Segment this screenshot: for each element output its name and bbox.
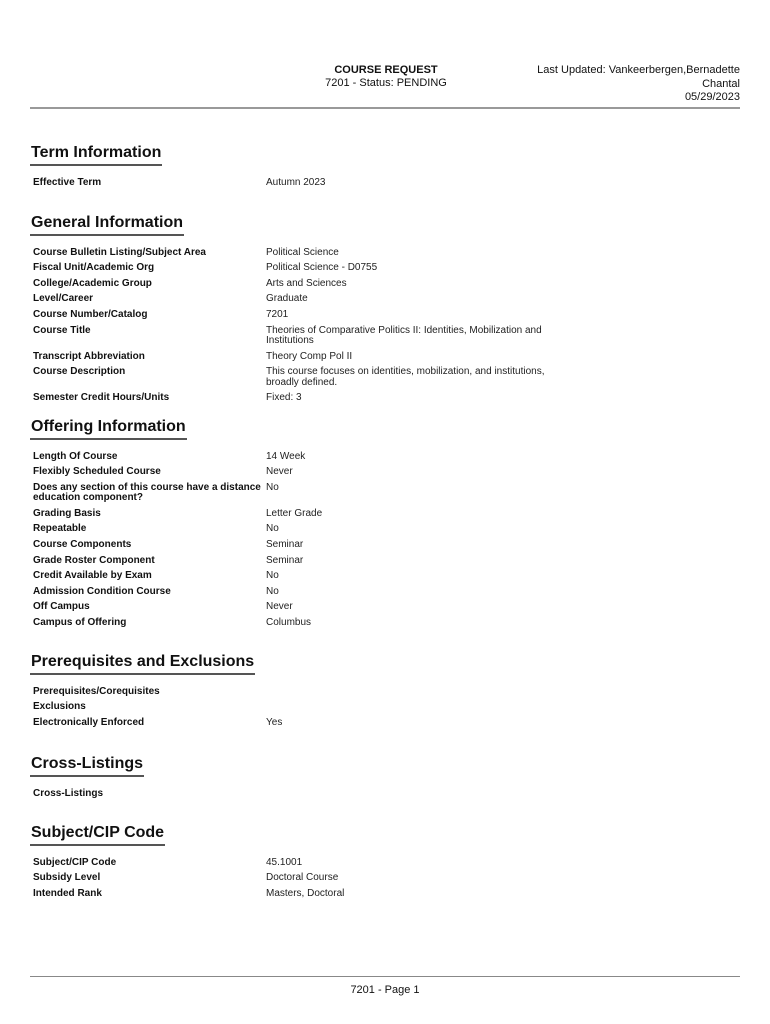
section-term-information (30, 144, 742, 191)
field-row (30, 786, 742, 802)
section-cross-listings (30, 755, 742, 802)
field-value: Arts and Sciences (266, 277, 347, 289)
section-title: General Information (30, 214, 184, 236)
field-row (30, 553, 742, 569)
field-value: Masters, Doctoral (266, 887, 345, 899)
last-updated-date: 05/29/2023 (684, 91, 740, 103)
field-row (30, 245, 742, 261)
field-label: Subject/CIP Code (33, 856, 117, 868)
last-updated-by-cont: Chantal (702, 77, 740, 90)
page-footer: 7201 - Page 1 (350, 984, 420, 996)
section-offering-information (30, 418, 742, 631)
field-label: Cross-Listings (33, 787, 104, 799)
field-value: Never (266, 601, 293, 613)
field-row (30, 871, 742, 887)
field-label: Effective Term (33, 176, 102, 188)
field-row (30, 584, 742, 600)
field-value: 14 Week (266, 450, 306, 462)
field-value: Yes (266, 716, 283, 728)
field-value: Theory Comp Pol II (266, 350, 353, 362)
document-title: COURSE REQUEST (334, 64, 438, 76)
field-row (30, 715, 742, 731)
field-value: Seminar (266, 539, 304, 551)
field-label: Off Campus (33, 601, 90, 613)
field-label: Campus of Offering (33, 616, 127, 628)
section-title: Subject/CIP Code (30, 824, 165, 846)
field-value: No (266, 585, 279, 597)
field-row (30, 323, 742, 349)
field-value: Fixed: 3 (266, 392, 302, 404)
field-value: This course focuses on identities, mobilization, and institutions, broadly defined. (266, 366, 545, 388)
field-label: Intended Rank (33, 887, 102, 899)
section-title: Cross-Listings (30, 755, 144, 777)
field-row (30, 292, 742, 308)
field-row (30, 855, 742, 871)
section-title: Term Information (30, 144, 162, 166)
field-label: Course Number/Catalog (33, 308, 148, 320)
document-status: 7201 - Status: PENDING (325, 77, 447, 89)
field-label: Grade Roster Component (33, 554, 155, 566)
field-label: Does any section of this course have a distance education component? (33, 481, 261, 504)
field-value: No (266, 481, 279, 493)
field-value: Letter Grade (266, 507, 323, 519)
section-title: Prerequisites and Exclusions (30, 653, 255, 675)
field-label: Repeatable (33, 523, 87, 535)
field-row (30, 886, 742, 902)
field-value: 7201 (266, 308, 289, 320)
field-row (30, 276, 742, 292)
field-label: Course Components (33, 539, 132, 551)
field-row (30, 480, 742, 506)
field-label: Credit Available by Exam (33, 570, 152, 582)
field-label: Semester Credit Hours/Units (33, 392, 170, 404)
field-value: Never (266, 466, 293, 478)
field-label: College/Academic Group (33, 277, 152, 289)
field-label: Subsidy Level (33, 872, 101, 884)
field-value (266, 702, 566, 713)
field-label: Flexibly Scheduled Course (33, 466, 161, 478)
section-prerequisites-and-exclusions (30, 653, 742, 731)
field-value: No (266, 570, 279, 582)
field-value: 45.1001 (266, 856, 303, 868)
header-divider (30, 107, 740, 109)
field-label: Length Of Course (33, 450, 118, 462)
field-label: Grading Basis (33, 507, 101, 519)
field-value (266, 789, 566, 800)
document-header-title (300, 64, 472, 90)
field-row (30, 175, 742, 191)
field-row (30, 569, 742, 585)
field-row (30, 506, 742, 522)
footer-divider (30, 976, 740, 977)
field-label: Exclusions (33, 701, 86, 713)
field-label: Transcript Abbreviation (33, 350, 145, 362)
field-row (30, 522, 742, 538)
field-row (30, 537, 742, 553)
field-row (30, 365, 742, 391)
field-value: Political Science - D0755 (266, 262, 378, 274)
field-label: Fiscal Unit/Academic Org (33, 262, 155, 274)
field-label: Admission Condition Course (33, 585, 171, 597)
field-row (30, 615, 742, 631)
field-value: Political Science (266, 246, 339, 258)
field-value: Autumn 2023 (266, 176, 326, 188)
field-label: Course Title (33, 324, 91, 336)
field-row (30, 684, 742, 700)
field-row (30, 349, 742, 365)
field-row (30, 391, 742, 407)
section-title: Offering Information (30, 418, 187, 440)
field-value: Theories of Comparative Politics II: Identities, Mobilization and Institutions (266, 324, 542, 347)
field-row (30, 449, 742, 465)
field-row (30, 465, 742, 481)
last-updated-block (480, 64, 740, 105)
field-value: Doctoral Course (266, 872, 339, 884)
field-value: No (266, 523, 279, 535)
field-value: Graduate (266, 293, 308, 305)
field-value: Seminar (266, 554, 304, 566)
section-general-information (30, 214, 742, 406)
field-value: Columbus (266, 616, 312, 628)
field-row (30, 307, 742, 323)
section-subject-cip-code (30, 824, 742, 902)
field-row (30, 700, 742, 716)
field-label: Course Bulletin Listing/Subject Area (33, 246, 206, 258)
last-updated-by: Last Updated: Vankeerbergen,Bernadette (537, 64, 740, 76)
field-label: Course Description (33, 366, 126, 378)
field-row (30, 261, 742, 277)
field-row (30, 600, 742, 616)
field-value (266, 687, 566, 698)
field-label: Level/Career (33, 293, 94, 305)
field-label: Electronically Enforced (33, 716, 145, 728)
field-label: Prerequisites/Corequisites (33, 685, 160, 697)
